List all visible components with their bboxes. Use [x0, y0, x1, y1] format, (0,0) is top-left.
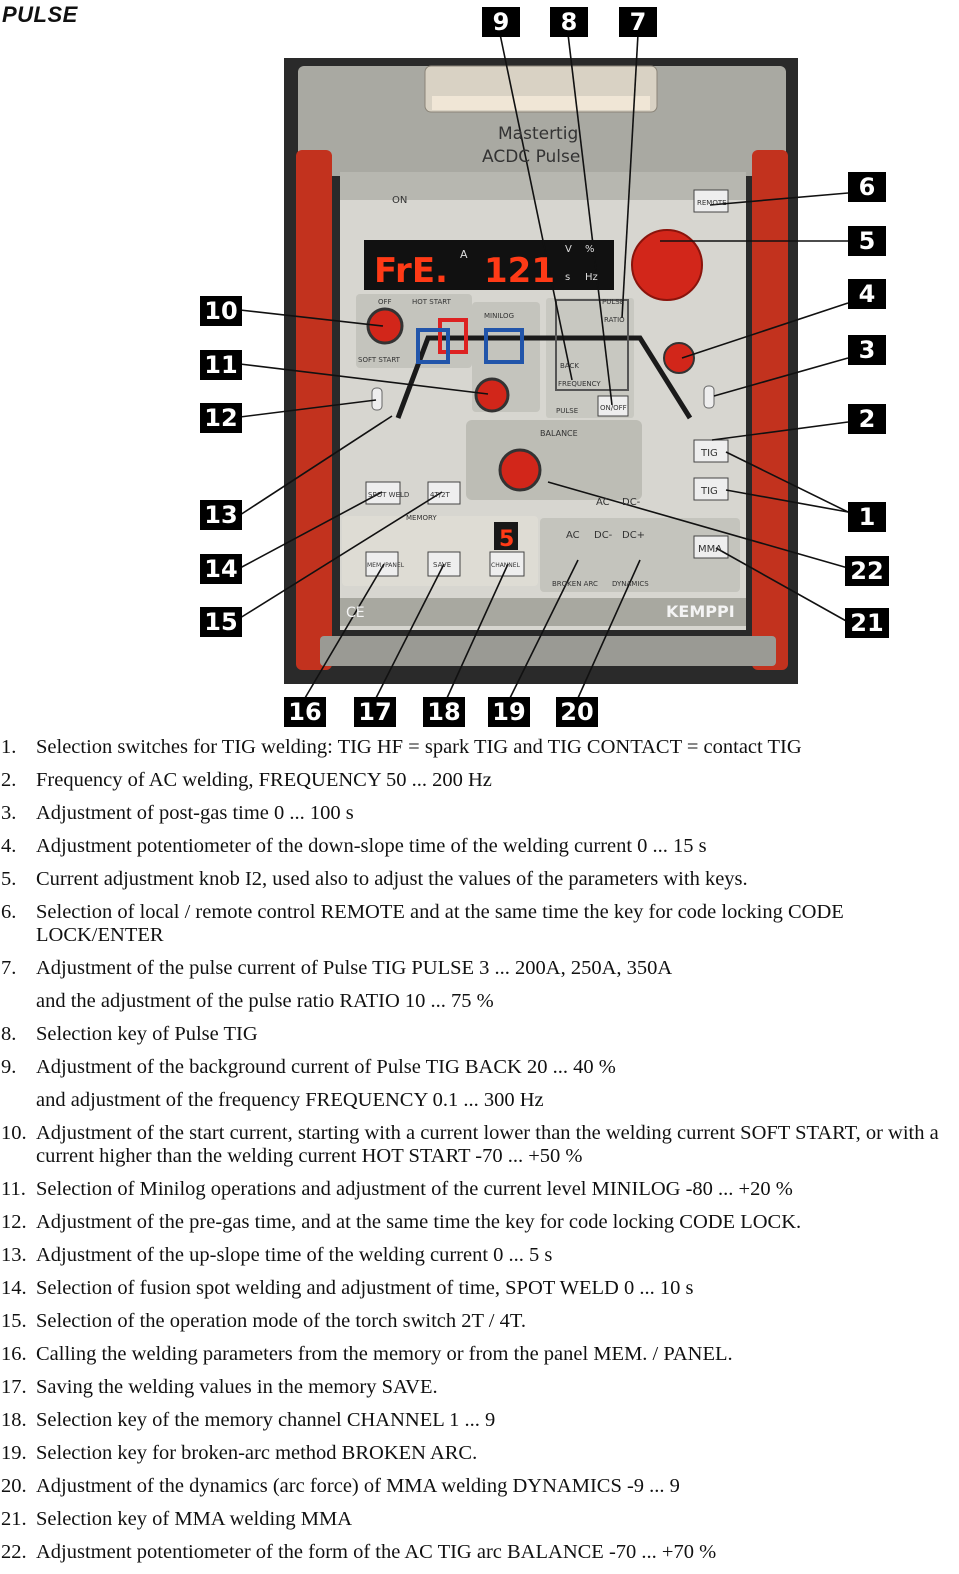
- balance-dc-label: DC-: [622, 497, 641, 508]
- callout-22: 22: [845, 556, 889, 586]
- tig-contact-label: TIG: [701, 486, 718, 497]
- legend-item: [0, 1475, 959, 1498]
- remote-label: REMOTE: [697, 199, 727, 207]
- callout-16: 16: [284, 697, 326, 727]
- legend-item-text: Selection of Minilog operations and adjustment of the current level MINILOG -80 ... +20 %: [36, 1178, 793, 1200]
- display-amp-unit: A: [460, 248, 468, 261]
- legend-item: [0, 1178, 959, 1201]
- legend-item: [0, 1508, 959, 1531]
- callout-19: 19: [488, 697, 530, 727]
- legend-item: [0, 802, 959, 825]
- callout-5: 5: [848, 226, 886, 256]
- legend-item: [0, 1023, 959, 1046]
- callout-13: 13: [200, 500, 242, 530]
- callout-8: 8: [550, 7, 588, 37]
- legend-item-text: Selection switches for TIG welding: TIG HF = spark TIG and TIG CONTACT = contact TIG: [36, 736, 802, 758]
- legend-item-number: 13.: [1, 1244, 27, 1266]
- display-left: FrE.: [374, 251, 448, 291]
- legend-item-text: Selection key of Pulse TIG: [36, 1023, 258, 1045]
- callout-18: 18: [423, 697, 465, 727]
- legend-item-text: Calling the welding parameters from the memory or from the panel MEM. / PANEL.: [36, 1343, 733, 1365]
- legend-item-text: Adjustment potentiometer of the down-slope time of the welding current 0 ... 15 s: [36, 835, 707, 857]
- display-volt-unit: V: [565, 244, 572, 255]
- legend-item: [0, 1211, 959, 1234]
- legend-item-text: Saving the welding values in the memory SAVE.: [36, 1376, 438, 1398]
- legend-item-continuation: [0, 1089, 959, 1112]
- legend-item-number: 17.: [1, 1376, 27, 1398]
- callout-9: 9: [482, 7, 520, 37]
- legend-item-number: 19.: [1, 1442, 27, 1464]
- legend-item-number: 22.: [1, 1541, 27, 1563]
- callout-15: 15: [200, 607, 242, 637]
- minilog-label: MINILOG: [484, 312, 514, 320]
- callout-21: 21: [845, 608, 889, 638]
- legend-item-number: 21.: [1, 1508, 27, 1530]
- legend-item-number: 11.: [1, 1178, 26, 1200]
- legend-item-text: Adjustment of the pulse current of Pulse TIG PULSE 3 ... 200A, 250A, 350A: [36, 957, 673, 979]
- pulse-label: PULSE: [602, 298, 625, 306]
- frequency-label: FREQUENCY: [558, 380, 601, 388]
- legend-item-number: 4.: [1, 835, 17, 857]
- legend-item: [0, 1056, 959, 1079]
- balance-knob: [500, 450, 540, 490]
- legend-item: [0, 736, 959, 759]
- legend-item-number: 10.: [1, 1122, 27, 1144]
- legend-item-number: 6.: [1, 901, 17, 923]
- legend-item: [0, 1244, 959, 1267]
- on-off-label: ON/OFF: [600, 404, 627, 412]
- legend-item: [0, 1376, 959, 1399]
- legend-item-continuation: [0, 990, 959, 1013]
- callout-10: 10: [200, 296, 242, 326]
- ac-label: AC: [566, 530, 580, 541]
- legend-item-number: 16.: [1, 1343, 27, 1365]
- on-label: ON: [392, 195, 408, 206]
- pulse-key-label: PULSE: [556, 407, 579, 415]
- legend-item-number: 18.: [1, 1409, 27, 1431]
- legend-item-text: Current adjustment knob I2, used also to adjust the values of the parameters with keys.: [36, 868, 748, 890]
- model-name-line1: Mastertig: [498, 124, 579, 144]
- legend-item-number: 1.: [1, 736, 17, 758]
- legend-item: [0, 957, 959, 980]
- legend-item-text: Adjustment of the dynamics (arc force) of MMA welding DYNAMICS -9 ... 9: [36, 1475, 680, 1497]
- legend-item-text: Adjustment of the background current of Pulse TIG BACK 20 ... 40 %: [36, 1056, 616, 1078]
- minilog-knob: [476, 379, 508, 411]
- mem-panel-label: MEM./PANEL: [367, 562, 405, 569]
- dc-plus-label: DC+: [622, 530, 646, 541]
- legend-item-number: 20.: [1, 1475, 27, 1497]
- legend-item-text: Adjustment of the up-slope time of the welding current 0 ... 5 s: [36, 1244, 553, 1266]
- legend-item-number: 7.: [1, 957, 17, 979]
- balance-ac-label: AC: [596, 497, 610, 508]
- legend-item: [0, 901, 959, 947]
- legend-item-number: 8.: [1, 1023, 17, 1045]
- callout-7: 7: [619, 7, 657, 37]
- legend-item: [0, 1409, 959, 1432]
- legend-item-text: Selection key for broken-arc method BROKEN ARC.: [36, 1442, 478, 1464]
- save-label: SAVE: [433, 561, 452, 569]
- legend-item-continuation-text: and the adjustment of the pulse ratio RATIO 10 ... 75 %: [36, 990, 494, 1012]
- hot-start-label: HOT START: [412, 298, 451, 306]
- legend-item: [0, 1541, 959, 1564]
- callout-14: 14: [200, 554, 242, 584]
- dynamics-label: DYNAMICS: [612, 580, 649, 588]
- display-right: 121: [484, 251, 555, 291]
- legend-item-text: Adjustment of the pre-gas time, and at the same time the key for code locking CODE LOCK.: [36, 1211, 802, 1233]
- legend-list: [0, 736, 959, 1574]
- legend-item-text: Selection key of MMA welding MMA: [36, 1508, 353, 1530]
- legend-item-text: Frequency of AC welding, FREQUENCY 50 ... 200 Hz: [36, 769, 492, 791]
- legend-item: [0, 1442, 959, 1465]
- callout-20: 20: [556, 697, 598, 727]
- legend-item-number: 3.: [1, 802, 17, 824]
- legend-item-number: 15.: [1, 1310, 27, 1332]
- brand-logo: KEMPPI: [666, 602, 735, 621]
- legend-item: [0, 1277, 959, 1300]
- callout-1: 1: [848, 502, 886, 532]
- legend-item-text: Selection of local / remote control REMOTE and at the same time the key for code locking CODE LOCK/ENTER: [36, 901, 844, 946]
- off-label: OFF: [378, 298, 392, 306]
- callout-11: 11: [200, 350, 242, 380]
- ratio-label: RATIO: [604, 316, 625, 324]
- callout-12: 12: [200, 403, 242, 433]
- legend-item-number: 12.: [1, 1211, 27, 1233]
- legend-item-text: Selection of the operation mode of the torch switch 2T / 4T.: [36, 1310, 526, 1332]
- start-knob: [368, 309, 402, 343]
- legend-item-text: Selection key of the memory channel CHANNEL 1 ... 9: [36, 1409, 496, 1431]
- broken-arc-label: BROKEN ARC: [552, 580, 598, 588]
- right-red-side: [752, 150, 788, 670]
- 2t-4t-label: 4T/2T: [430, 491, 450, 499]
- legend-item-number: 5.: [1, 868, 17, 890]
- channel-label: CHANNEL: [491, 562, 520, 569]
- callout-6: 6: [848, 172, 886, 202]
- memory-label: MEMORY: [406, 514, 437, 522]
- page-title: PULSE: [2, 2, 78, 27]
- legend-item: [0, 1310, 959, 1333]
- legend-item-text: Adjustment potentiometer of the form of the AC TIG arc BALANCE -70 ... +70 %: [36, 1541, 717, 1563]
- legend-item: [0, 1122, 959, 1168]
- legend-item-number: 9.: [1, 1056, 17, 1078]
- back-label: BACK: [560, 362, 579, 370]
- legend-item-number: 14.: [1, 1277, 27, 1299]
- callout-2: 2: [848, 404, 886, 434]
- model-name-line2: ACDC Pulse: [482, 147, 581, 167]
- callout-4: 4: [848, 279, 886, 309]
- legend-item-number: 2.: [1, 769, 17, 791]
- balance-label: BALANCE: [540, 429, 578, 438]
- spot-weld-label: SPOT WELD: [368, 491, 410, 499]
- callout-3: 3: [848, 335, 886, 365]
- legend-item-text: Adjustment of the start current, starting with a current lower than the welding current SOFT START, or with a current higher than the welding current HOT START -70 ... +50 %: [36, 1122, 939, 1167]
- legend-item: [0, 835, 959, 858]
- channel-digit: 5: [499, 527, 515, 552]
- legend-item-text: Selection of fusion spot welding and adjustment of time, SPOT WELD 0 ... 10 s: [36, 1277, 694, 1299]
- welder-panel-diagram: [0, 0, 959, 730]
- legend-item: [0, 868, 959, 891]
- display-percent-unit: %: [585, 244, 595, 255]
- tig-hf-label: TIG: [701, 448, 718, 459]
- display-hz-unit: Hz: [585, 272, 598, 283]
- soft-start-label: SOFT START: [358, 356, 400, 364]
- ce-mark: CE: [346, 605, 365, 621]
- downslope-knob: [664, 343, 694, 373]
- legend-item-continuation-text: and adjustment of the frequency FREQUENCY 0.1 ... 300 Hz: [36, 1089, 544, 1111]
- callout-17: 17: [354, 697, 396, 727]
- legend-item-text: Adjustment of post-gas time 0 ... 100 s: [36, 802, 354, 824]
- legend-item: [0, 1343, 959, 1366]
- mma-label: MMA: [698, 544, 723, 555]
- dc-minus-label: DC-: [594, 530, 613, 541]
- display-sec-unit: s: [565, 272, 571, 283]
- legend-item: [0, 769, 959, 792]
